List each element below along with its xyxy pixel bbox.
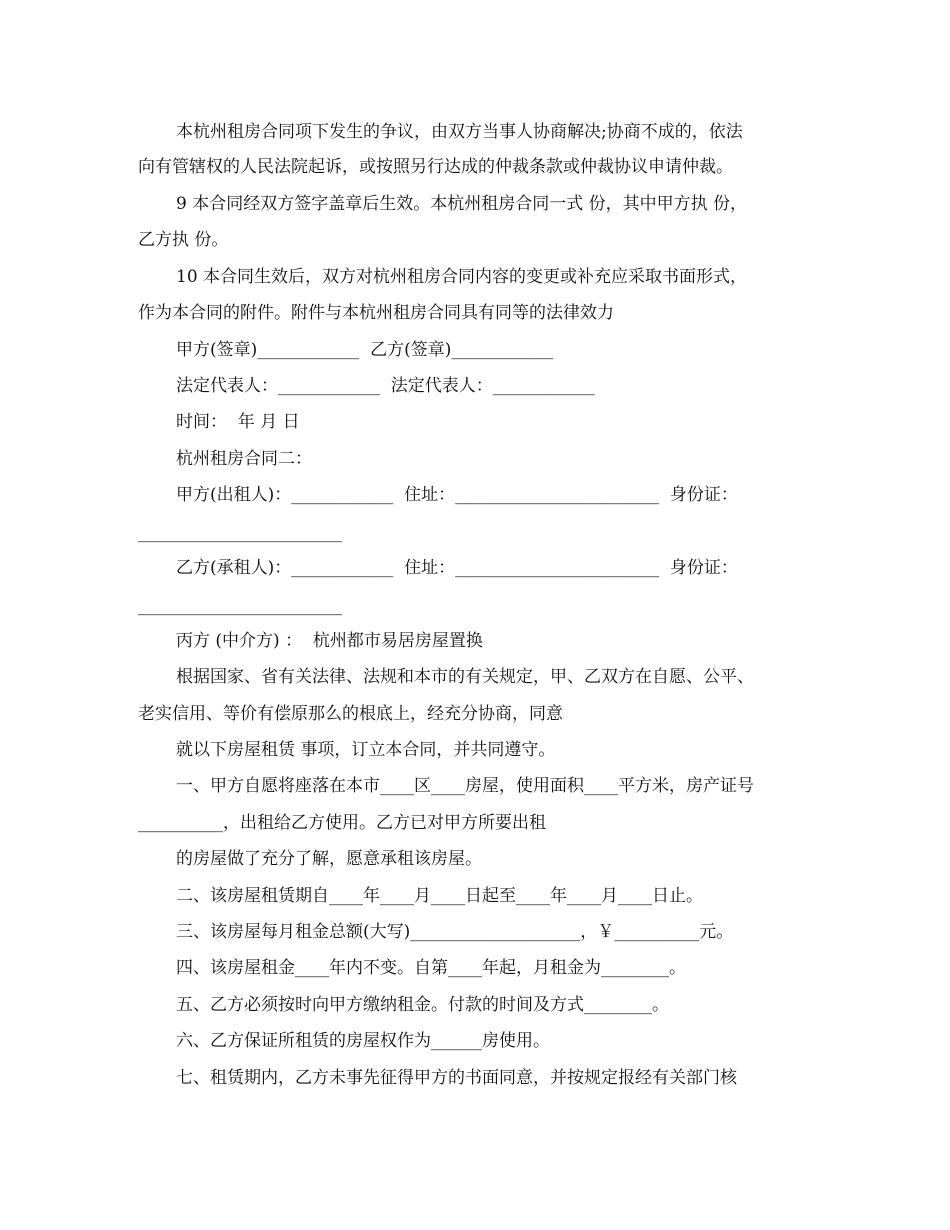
text-line: 向有管辖权的人民法院起诉，或按照另行达成的仲裁条款或仲裁协议申请仲裁。 (138, 157, 733, 177)
date-line: 时间： 年 月 日 (176, 412, 300, 432)
clause-6: 六、乙方保证所租赁的房屋权作为______房使用。 (176, 1031, 550, 1051)
clause-1-cont: __________，出租给乙方使用。乙方已对甲方所要出租 (138, 813, 546, 833)
party-b-id-line: ________________________ (138, 596, 342, 616)
text-line: 9 本合同经双方签字盖章后生效。本杭州租房合同一式 份，其中甲方执 份， (176, 194, 748, 214)
text-line: 就以下房屋租赁 事项，订立本合同，并共同遵守。 (176, 740, 556, 760)
clause-2: 二、该房屋租赁期自____年____月____日起至____年____月____日止。 (176, 886, 703, 906)
clause-7: 七、租赁期内，乙方未事先征得甲方的书面同意，并按规定报经有关部门核 (176, 1068, 737, 1088)
signature-line: 甲方(签章)____________ 乙方(签章)____________ (176, 340, 554, 360)
clause-1-cont: 的房屋做了充分了解，愿意承租该房屋。 (176, 849, 482, 869)
representative-line: 法定代表人：____________ 法定代表人：____________ (176, 376, 595, 396)
section-title: 杭州租房合同二： (176, 449, 312, 469)
party-a-id-line: ________________________ (138, 523, 342, 543)
text-line: 乙方执 份。 (138, 230, 229, 250)
text-line: 老实信用、等价有偿原那么的根底上，经充分协商，同意 (138, 704, 563, 724)
party-b-line: 乙方(承租人)：____________ 住址：________________________ 身份证： (176, 558, 738, 578)
clause-1: 一、甲方自愿将座落在本市____区____房屋，使用面积____平方米，房产证号 (176, 776, 754, 796)
party-c-line: 丙方 (中介方) ： 杭州都市易居房屋置换 (176, 631, 483, 651)
text-line: 作为本合同的附件。附件与本杭州租房合同具有同等的法律效力 (138, 303, 614, 323)
clause-4: 四、该房屋租金____年内不变。自第____年起，月租金为________。 (176, 958, 686, 978)
party-a-line: 甲方(出租人)：____________ 住址：________________________ 身份证： (176, 485, 738, 505)
text-line: 本杭州租房合同项下发生的争议，由双方当事人协商解决;协商不成的，依法 (176, 122, 743, 142)
text-line: 10 本合同生效后，双方对杭州租房合同内容的变更或补充应采取书面形式， (176, 267, 748, 287)
clause-5: 五、乙方必须按时向甲方缴纳租金。付款的时间及方式________。 (176, 995, 669, 1015)
text-line: 根据国家、省有关法律、法规和本市的有关规定，甲、乙双方在自愿、公平、 (176, 667, 754, 687)
clause-3: 三、该房屋每月租金总额(大写)____________________，￥__________元。 (176, 922, 734, 942)
